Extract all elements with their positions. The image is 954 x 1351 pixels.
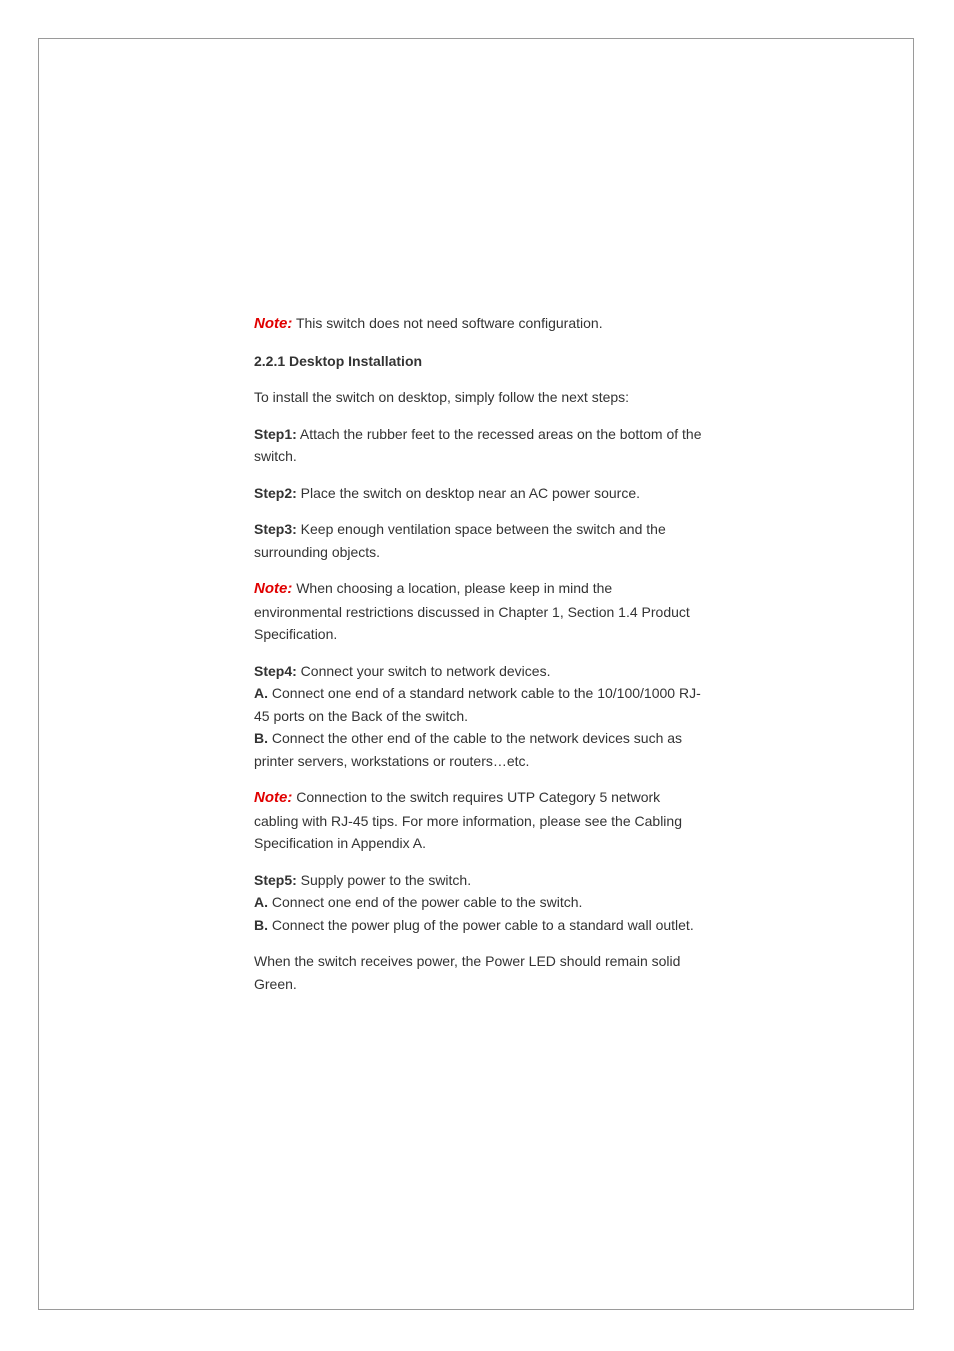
step2-text: Place the switch on desktop near an AC power source.: [296, 484, 640, 501]
note-paragraph-3: [254, 786, 704, 855]
step4-block: [254, 660, 704, 773]
note-paragraph-1: [254, 312, 704, 336]
note-label: Note:: [254, 315, 293, 332]
closing-paragraph: When the switch receives power, the Power LED should remain solid Green.: [254, 953, 681, 992]
note-label: Note:: [254, 580, 293, 597]
step4-substep-b: [254, 727, 704, 772]
substep-text: Connect the other end of the cable to the network devices such as printer servers, workstations or routers…etc.: [254, 730, 683, 769]
step2-label: Step2:: [254, 484, 297, 501]
step4-paragraph: [254, 660, 704, 683]
step5-text: Supply power to the switch.: [296, 871, 472, 888]
step5-paragraph: [254, 869, 704, 892]
substep-text: Connect the power plug of the power cable to a standard wall outlet.: [268, 916, 694, 933]
document-body: [254, 312, 704, 1009]
step1-paragraph: [254, 423, 704, 468]
substep-label: A.: [254, 894, 268, 910]
step3-label: Step3:: [254, 521, 297, 537]
step3-text: Keep enough ventilation space between the switch and the surrounding objects.: [254, 521, 666, 560]
substep-text: Connect one end of a standard network cable to the 10/100/1000 RJ-45 ports on the Back of the switch.: [254, 685, 701, 724]
step4-text: Connect your switch to network devices.: [296, 662, 551, 679]
note-text: When choosing a location, please keep in mind the environmental restrictions discussed in Chapter 1, Section 1.4 Product Specification.: [254, 580, 690, 642]
step1-text: Attach the rubber feet to the recessed areas on the bottom of the switch.: [254, 425, 702, 464]
step5-substep-b: [254, 914, 704, 937]
step5-substep-a: [254, 891, 704, 914]
substep-text: Connect one end of the power cable to the switch.: [268, 894, 583, 910]
step2-paragraph: [254, 482, 704, 505]
step5-label: Step5:: [254, 871, 297, 888]
note-paragraph-2: [254, 577, 704, 646]
substep-label: B.: [254, 916, 268, 933]
step1-label: Step1:: [254, 425, 297, 442]
substep-label: B.: [254, 730, 268, 746]
intro-paragraph: To install the switch on desktop, simply follow the next steps:: [254, 389, 630, 405]
substep-label: A.: [254, 685, 268, 701]
section-heading: 2.2.1 Desktop Installation: [254, 352, 423, 369]
step4-label: Step4:: [254, 662, 297, 679]
note-text: Connection to the switch requires UTP Category 5 network cabling with RJ-45 tips. For more information, please see the Cabling Specification in Appendix A.: [254, 789, 682, 851]
step4-substep-a: [254, 682, 704, 727]
note-label: Note:: [254, 789, 293, 806]
step5-block: [254, 869, 704, 937]
note-text: This switch does not need software configuration.: [292, 315, 603, 331]
step3-paragraph: [254, 518, 704, 563]
